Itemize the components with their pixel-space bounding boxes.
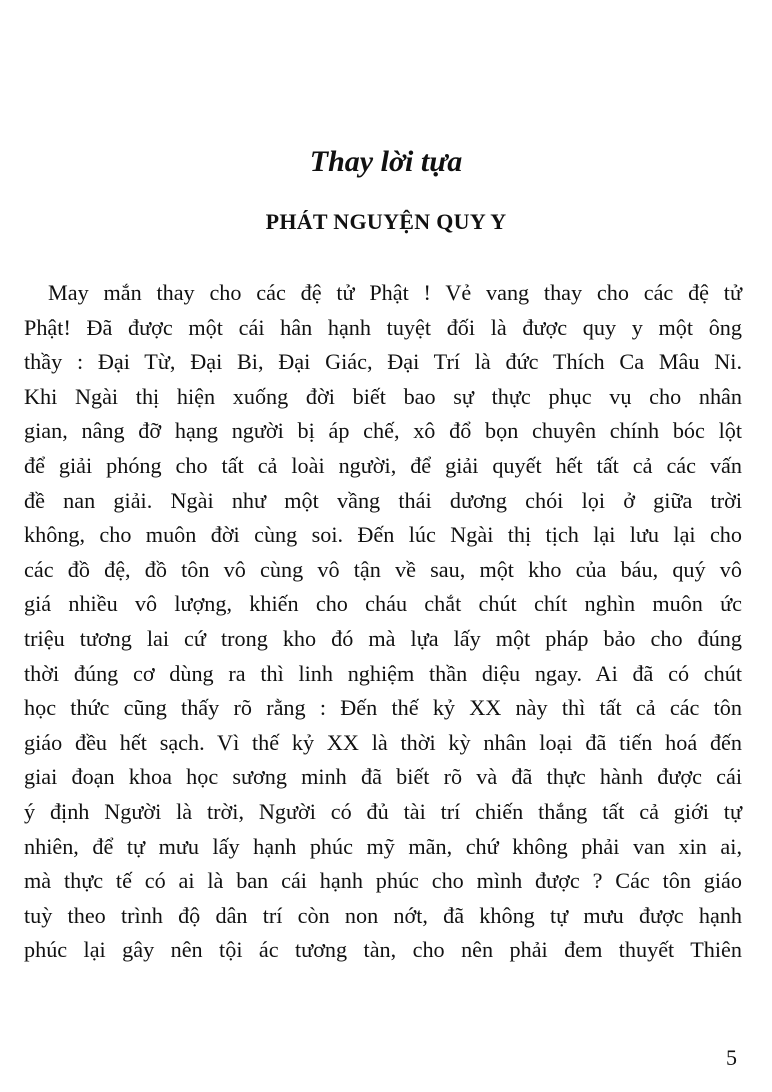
- text-line: tuỳ theo trình độ dân trí còn non nớt, đã không tự mưu được hạnh: [24, 902, 742, 928]
- page-subtitle: PHÁT NGUYỆN QUY Y: [265, 209, 507, 234]
- text-line: các đồ đệ, đồ tôn vô cùng vô tận về sau, một kho của báu, quý vô: [24, 556, 742, 582]
- body-text: [24, 276, 742, 968]
- text-line: giá nhiều vô lượng, khiến cho cháu chắt chút chít nghìn muôn ức: [24, 591, 742, 617]
- text-line: không, cho muôn đời cùng soi. Đến lúc Ngài thị tịch lại lưu lại cho: [24, 522, 742, 548]
- text-line: đề nan giải. Ngài như một vầng thái dương chói lọi ở giữa trời: [24, 487, 742, 513]
- text-line: học thức cũng thấy rõ rằng : Đến thế kỷ XX này thì tất cả các tôn: [24, 695, 742, 721]
- text-line: phúc lại gây nên tội ác tương tàn, cho nên phải đem thuyết Thiên: [24, 937, 742, 963]
- text-line: Phật! Đã được một cái hân hạnh tuyệt đối là được quy y một ông: [24, 314, 742, 340]
- text-line: thời đúng cơ dùng ra thì linh nghiệm thần diệu ngay. Ai đã có chút: [24, 660, 742, 686]
- text-line: ý định Người là trời, Người có đủ tài trí chiến thắng tất cả giới tự: [24, 798, 742, 824]
- page-title: Thay lời tựa: [309, 145, 463, 178]
- text-line: gian, nâng đỡ hạng người bị áp chế, xô đổ bọn chuyên chính bóc lột: [24, 418, 742, 444]
- text-line: nhiên, để tự mưu lấy hạnh phúc mỹ mãn, chứ không phải van xin ai,: [24, 833, 742, 859]
- text-line: mà thực tế có ai là ban cái hạnh phúc cho mình được ? Các tôn giáo: [24, 868, 742, 894]
- text-line: giai đoạn khoa học sương minh đã biết rõ và đã thực hành được cái: [24, 764, 742, 790]
- text-line: triệu tương lai cứ trong kho đó mà lựa lấy một pháp bảo cho đúng: [24, 625, 742, 651]
- text-line: thầy : Đại Từ, Đại Bi, Đại Giác, Đại Trí là đức Thích Ca Mâu Ni.: [24, 349, 742, 375]
- page-number: 5: [726, 1045, 737, 1070]
- text-line: Khi Ngài thị hiện xuống đời biết bao sự thực phục vụ cho nhân: [24, 383, 742, 409]
- text-line: May mắn thay cho các đệ tử Phật ! Vẻ vang thay cho các đệ tử: [48, 280, 742, 305]
- text-line: giáo đều hết sạch. Vì thế kỷ XX là thời kỳ nhân loại đã tiến hoá đến: [24, 729, 742, 755]
- text-line: để giải phóng cho tất cả loài người, để giải quyết hết tất cả các vấn: [24, 452, 742, 478]
